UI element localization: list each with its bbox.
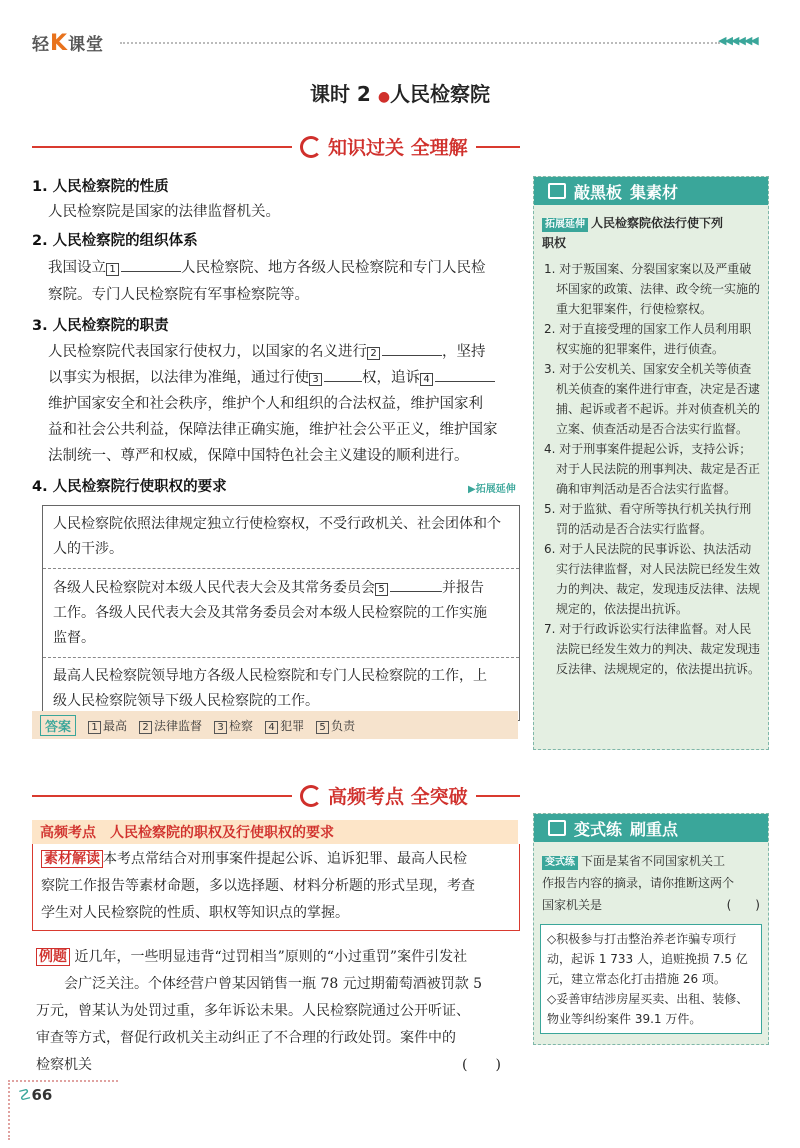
list-item: 3. 对于公安机关、国家安全机关等侦查机关侦查的案件进行审查，决定是否逮捕、起诉或者不起诉。并对侦查机关的立案、侦查活动是否合法实行监督。 <box>544 362 761 436</box>
page-mark-icon: ☡ <box>18 1086 32 1104</box>
answer-item: 3 检察 <box>214 717 253 734</box>
answer-item: 1 最高 <box>88 717 127 734</box>
header-divider <box>120 42 720 44</box>
swirl-icon <box>300 136 322 158</box>
list-item: 4. 对于刑事案件提起公诉，支持公诉；对于人民法院的刑事判决、裁定是否正确和审判活动是否合法实行监督。 <box>544 442 761 496</box>
k3-heading: 3. 人民检察院的职责 <box>32 318 169 334</box>
variation-answer-paren[interactable]: ( ) <box>726 898 760 912</box>
k4-req-3: 最高人民检察院领导地方各级人民检察院和专门人民检察院的工作，上 级人民检察院领导下级人民检察院的工作。 <box>43 657 519 720</box>
k1-text: 人民检察院是国家的法律监督机关。 <box>48 204 280 220</box>
answer-item: 2 法律监督 <box>139 717 202 734</box>
variation-panel <box>533 813 769 1045</box>
footer-divider-vertical <box>8 1080 10 1140</box>
list-item: 6. 对于人民法院的民事诉讼、执法活动实行法律监督，对人民法院已经发生效力的判决、裁定，发现违反法律、法规规定的，依法提出抗诉。 <box>544 542 761 616</box>
blackboard-intro: 拓展延伸 人民检察院依法行使下列 职权 <box>542 216 724 250</box>
blackboard-list <box>534 253 768 679</box>
k4-requirements-box <box>42 505 520 721</box>
k4-heading: 4. 人民检察院行使职权的要求 <box>32 479 227 495</box>
list-item: 2. 对于直接受理的国家工作人员利用职权实施的犯罪案件，进行侦查。 <box>544 322 752 356</box>
k3-line1: 人民检察院代表国家行使权力，以国家的名义进行 2 ，坚持 <box>48 339 486 365</box>
list-item: 7. 对于行政诉讼实行法律监督。对人民法院已经发生效力的判决、裁定发现违反法律、法规规定的，依法提出抗诉。 <box>544 622 761 676</box>
blackboard-header: 敲黑板 集素材 <box>534 177 768 205</box>
k2-heading: 2. 人民检察院的组织体系 <box>32 233 198 249</box>
answer-item: 4 犯罪 <box>265 717 304 734</box>
excerpt-item: ◇积极参与打击整治养老诈骗专项行动，起诉 1 733 人，追赃挽损 7.5 亿元，建立常态化打击措施 26 项。 <box>547 932 748 986</box>
series-logo: 轻K课堂 <box>32 31 105 56</box>
answer-item: 5 负责 <box>316 717 355 734</box>
k2-line2: 察院。专门人民检察院有军事检察院等。 <box>48 287 309 303</box>
hf-topic-bar: 高频考点 人民检察院的职权及行使职权的要求 <box>32 820 518 844</box>
k4-req-1: 人民检察院依照法律规定独立行使检察权，不受行政机关、社会团体和个 人的干涉。 <box>53 516 501 557</box>
variation-excerpt-box <box>540 924 762 1034</box>
excerpt-item: ◇妥善审结涉房屋买卖、出租、装修、物业等纠纷案件 39.1 万件。 <box>547 992 749 1026</box>
k3-line4: 益和社会公共利益，保障法律正确实施，维护社会公平正义，维护国家 <box>48 422 498 438</box>
example-answer-paren[interactable]: ( ) <box>462 1057 501 1073</box>
k4-req-2: 各级人民检察院对本级人民代表大会及其常务委员会 5 并报告 工作。各级人民代表大会及其常务委员会对本级人民检察院的工作实施 监督。 <box>43 568 519 657</box>
variation-header: 变式练 刷重点 <box>534 814 768 842</box>
header-chevron-icon: ◀◀◀◀◀◀ <box>718 34 757 47</box>
list-item: 5. 对于监狱、看守所等执行机关执行刑罚的活动是否合法实行监督。 <box>544 502 752 536</box>
material-label: 素材解读 <box>41 850 103 868</box>
k2-line1: 我国设立 1 人民检察院、地方各级人民检察院和专门人民检 <box>48 255 486 281</box>
k1-heading: 1. 人民检察院的性质 <box>32 179 169 195</box>
blackboard-icon <box>548 183 566 199</box>
section2-banner: 高频考点 全突破 <box>292 782 476 809</box>
k3-line2: 以事实为根据，以法律为准绳，通过行使 3 权，追诉 4 <box>48 365 495 391</box>
blackboard-panel <box>533 176 769 750</box>
material-box: 素材解读 本考点常结合对刑事案件提起公诉、追诉犯罪、最高人民检 察院工作报告等素材命题，多以选择题、材料分析题的形式呈现，考查 学生对人民检察院的性质、职权等知识点的掌握。 <box>32 844 520 931</box>
lesson-title: 课时 2 ●人民检察院 <box>309 82 491 106</box>
example-label: 例题 <box>36 948 70 966</box>
k3-line3: 维护国家安全和社会秩序，维护个人和组织的合法权益，维护国家利 <box>48 396 483 412</box>
list-item: 1. 对于叛国案、分裂国家案以及严重破坏国家的政策、法律、政令统一实施的重大犯罪案件，行使检察权。 <box>544 262 761 316</box>
swirl-icon <box>300 785 322 807</box>
practice-icon <box>548 820 566 836</box>
answer-label: 答案 <box>40 715 76 736</box>
page-number: ☡66 <box>18 1086 53 1104</box>
section1-banner: 知识过关 全理解 <box>292 133 476 160</box>
k4-extend-link[interactable]: ▶拓展延伸 <box>468 484 516 495</box>
answer-bar <box>32 711 518 739</box>
variation-question: 变式练 下面是某省不同国家机关工 作报告内容的摘录，请你推断这两个 国家机关是 ( ) <box>534 842 768 916</box>
footer-divider <box>8 1080 118 1082</box>
example-question: 例题 近几年，一些明显违背“过罚相当”原则的“小过重罚”案件引发社 会广泛关注。个体经营户曾某因销售一瓶 78 元过期葡萄酒被罚款 5 万元，曾某认为处罚过重，多年诉讼未果。人民检察院通过公开听证、 审查等方式，督促行政机关主动纠正了不合理的行政处罚。案件中的 检察机关 <box>36 949 483 1073</box>
k3-line5: 法制统一、尊严和权威，保障中国特色社会主义建设的顺利进行。 <box>48 448 469 464</box>
